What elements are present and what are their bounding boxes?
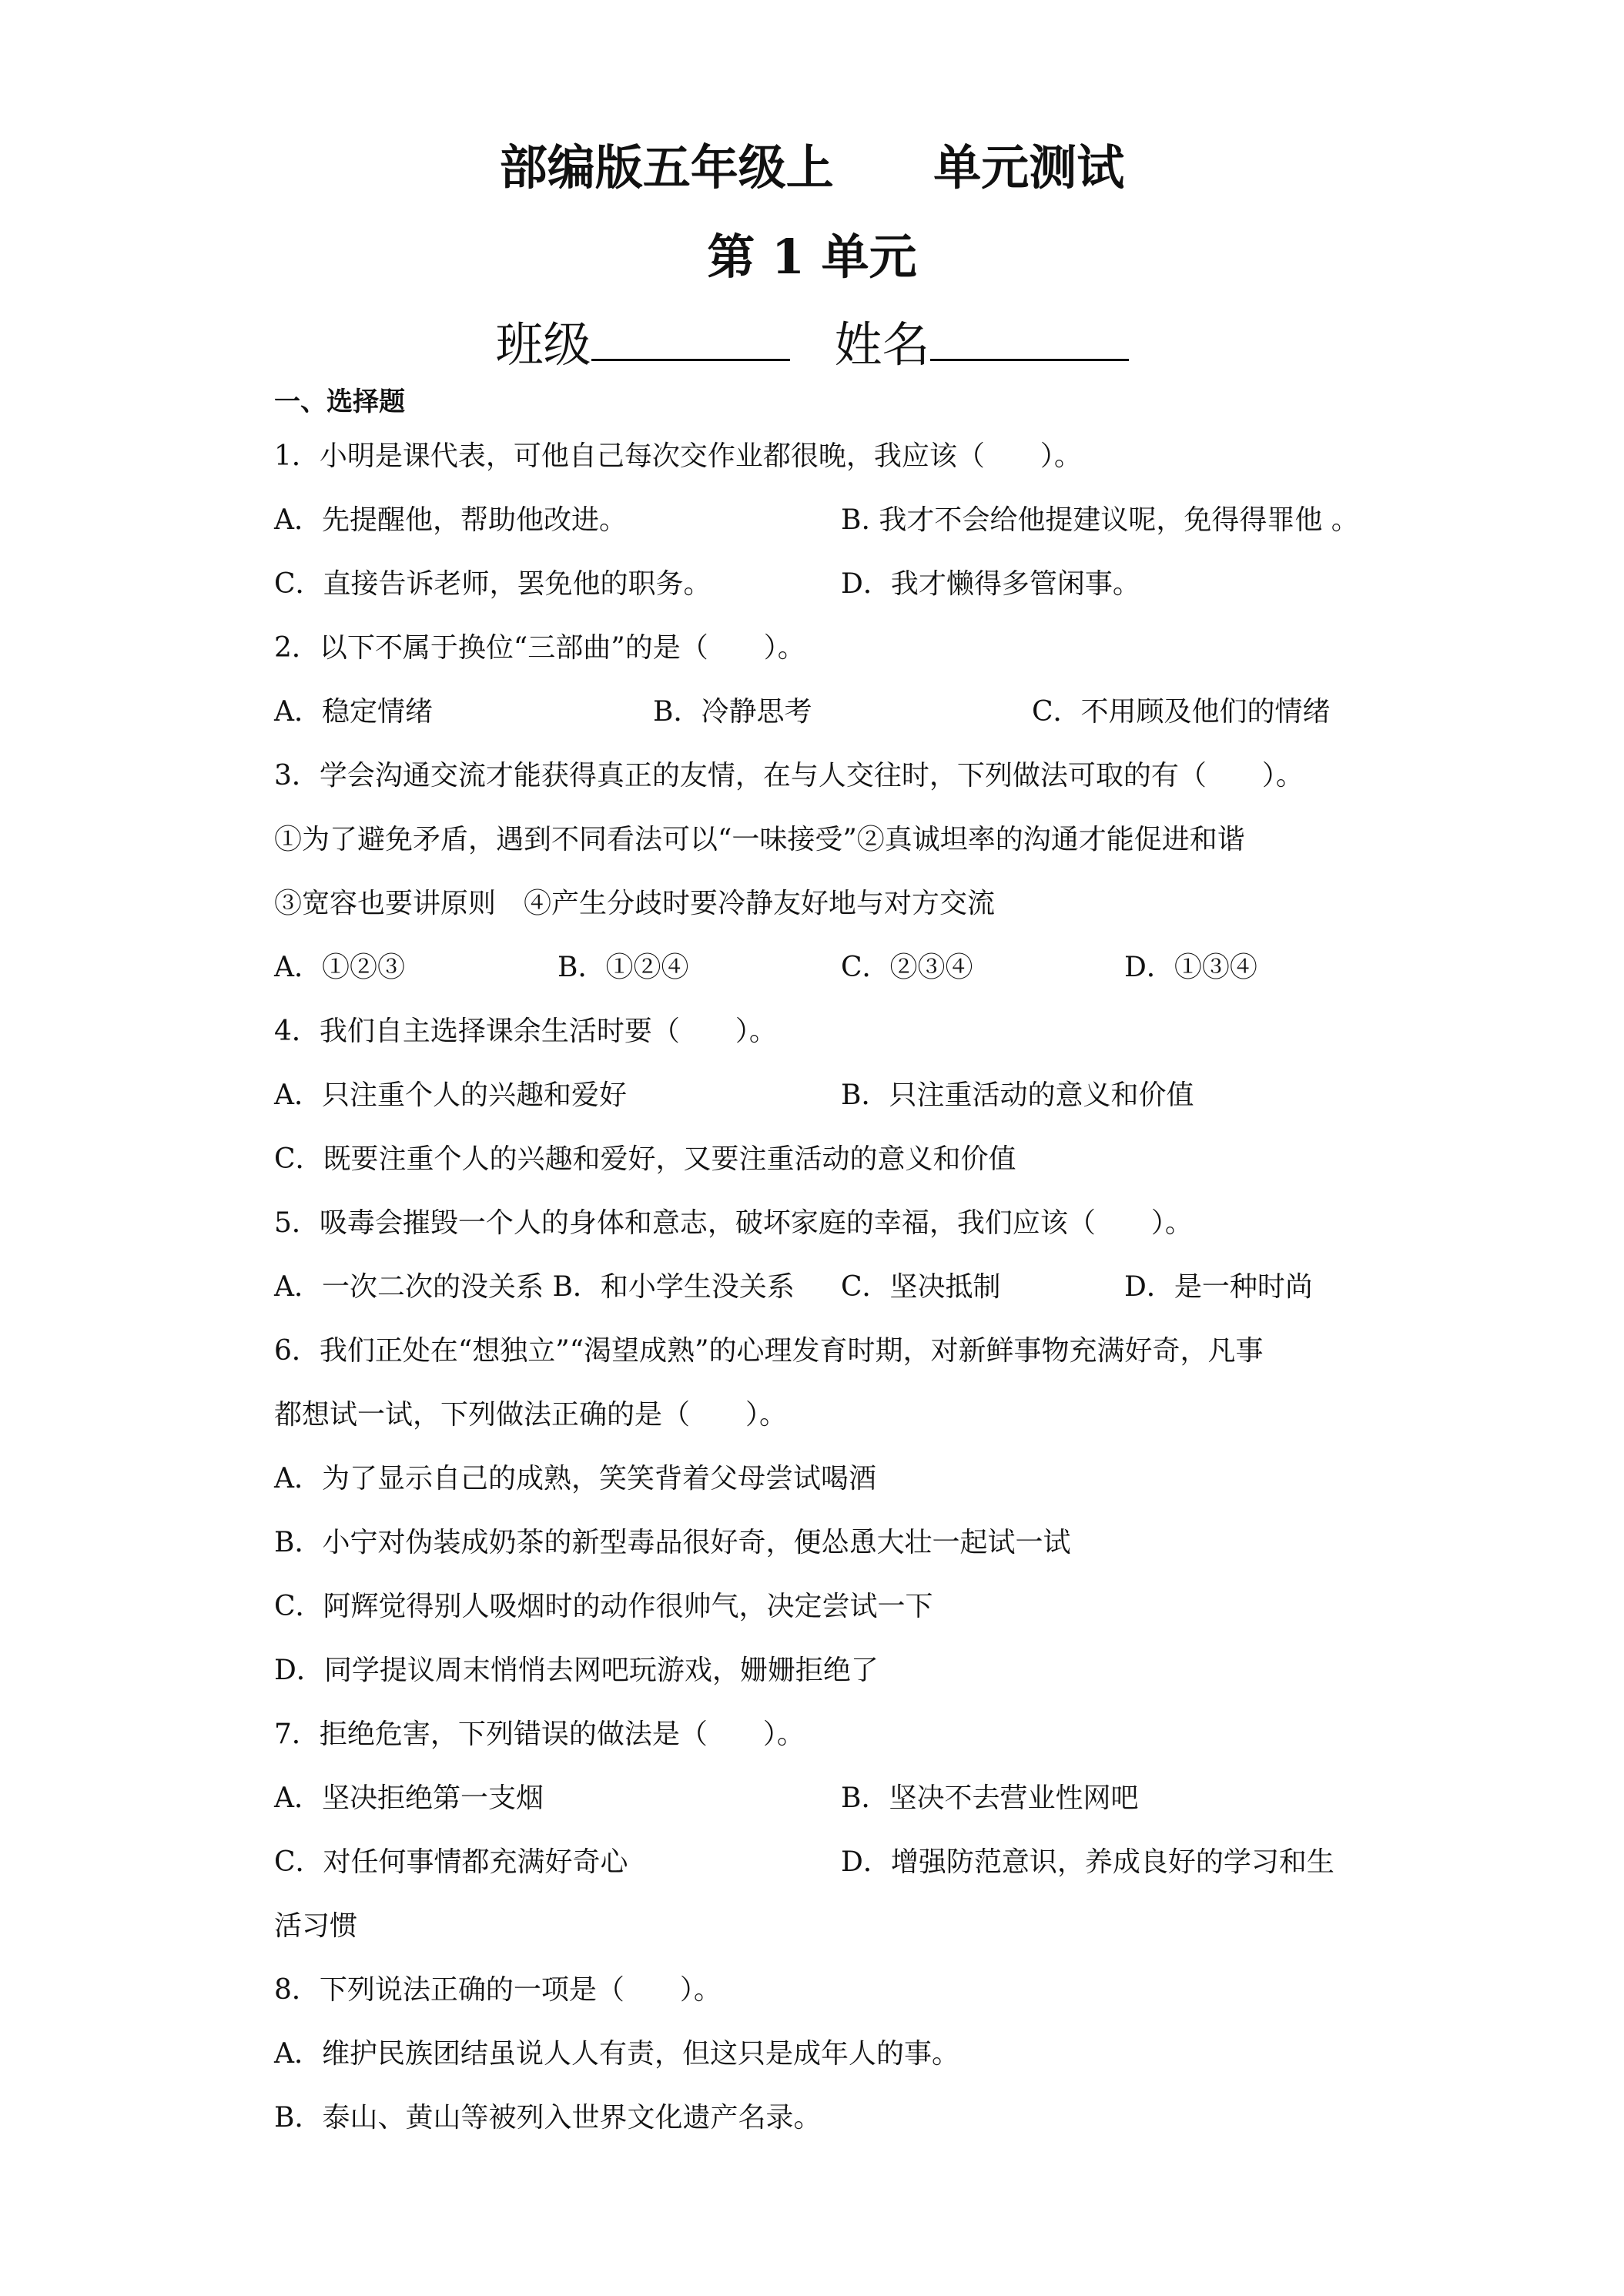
exam-title-right: 单元测试 [933,139,1125,196]
q1-option-d: D．我才懒得多管闲事。 [841,568,1140,600]
q4-option-b: B．只注重活动的意义和价值 [841,1079,1194,1111]
q3-statement-2: ③宽容也要讲原则 ④产生分歧时要冷静友好地与对方交流 [274,888,996,919]
q5-option-d: D．是一种时尚 [1124,1271,1313,1303]
name-label: 姓名 [834,316,930,373]
q6-option-c: C．阿辉觉得别人吸烟时的动作很帅气，决定尝试一下 [274,1591,933,1622]
q4-stem: 4．我们自主选择课余生活时要（ ）。 [274,1016,777,1047]
q2-option-c: C．不用顾及他们的情绪 [1032,696,1331,728]
q8-option-b: B．泰山、黄山等被列入世界文化遗产名录。 [274,2102,822,2134]
q1-option-c: C．直接告诉老师，罢免他的职务。 [274,568,712,600]
class-label: 班级 [495,316,591,373]
q4-option-c: C．既要注重个人的兴趣和爱好，又要注重活动的意义和价值 [274,1143,1016,1175]
q8-stem: 8．下列说法正确的一项是（ ）。 [274,1974,722,2006]
q7-option-d: D．增强防范意识，养成良好的学习和生 [841,1846,1334,1878]
q3-option-c: C．②③④ [841,952,973,983]
q7-option-a: A．坚决拒绝第一支烟 [274,1782,544,1814]
q2-option-b: B．冷静思考 [653,696,812,728]
exam-title [0,129,1624,198]
unit-title: 第 1 单元 [707,229,917,285]
exam-title-left: 部编版五年级上 [499,139,834,196]
q7-option-c: C．对任何事情都充满好奇心 [274,1846,628,1878]
q1-stem: 1．小明是课代表，可他自己每次交作业都很晚，我应该（ ）。 [274,440,1082,472]
class-blank [591,316,790,361]
q3-option-a: A．①②③ [274,952,405,983]
q3-option-d: D．①③④ [1124,952,1257,983]
q5-stem: 5．吸毒会摧毁一个人的身体和意志，破坏家庭的幸福，我们应该（ ）。 [274,1207,1193,1239]
q3-statement-1: ①为了避免矛盾，遇到不同看法可以“一味接受”②真诚坦率的沟通才能促进和谐 [274,824,1245,855]
q7-stem: 7．拒绝危害，下列错误的做法是（ ）。 [274,1719,805,1750]
q3-option-b: B．①②④ [558,952,689,983]
student-info [0,306,1624,375]
q7-option-b: B．坚决不去营业性网吧 [841,1782,1139,1814]
q4-option-a: A．只注重个人的兴趣和爱好 [274,1079,627,1111]
q2-stem: 2．以下不属于换位“三部曲”的是（ ）。 [274,632,805,664]
q5-option-c: C．坚决抵制 [841,1271,1001,1303]
q1-option-a: A．先提醒他，帮助他改进。 [274,504,627,536]
section-title: 一、选择题 [274,387,405,417]
q5-option-ab: A．一次二次的没关系 B．和小学生没关系 [274,1271,795,1303]
name-blank [930,316,1129,361]
q8-option-a: A．维护民族团结虽说人人有责，但这只是成年人的事。 [274,2038,959,2070]
q3-stem: 3．学会沟通交流才能获得真正的友情，在与人交往时，下列做法可取的有（ ）。 [274,760,1304,792]
q6-option-d: D．同学提议周末悄悄去网吧玩游戏，姗姗拒绝了 [274,1655,879,1686]
q6-stem-line2: 都想试一试，下列做法正确的是（ ）。 [274,1399,788,1431]
q1-option-b: B. 我才不会给他提建议呢，免得得罪他 。 [841,504,1359,536]
q7-option-d-continued: 活习惯 [274,1910,358,1942]
q6-option-a: A．为了显示自己的成熟，笑笑背着父母尝试喝酒 [274,1463,876,1494]
q6-stem-line1: 6．我们正处在“想独立”“渴望成熟”的心理发育时期，对新鲜事物充满好奇，凡事 [274,1335,1264,1367]
q2-option-a: A．稳定情绪 [274,696,433,728]
q6-option-b: B．小宁对伪装成奶茶的新型毒品很好奇，便怂恿大壮一起试一试 [274,1527,1071,1558]
